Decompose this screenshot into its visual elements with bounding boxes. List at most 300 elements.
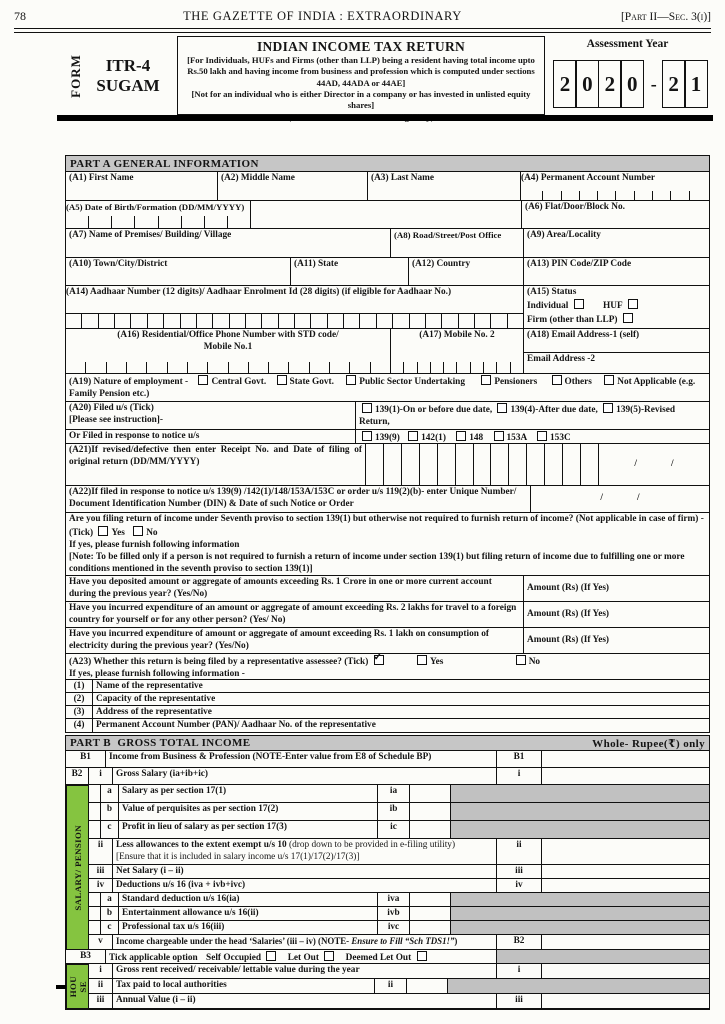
rep-pan-field[interactable] <box>93 719 709 732</box>
comb-cell[interactable] <box>402 444 420 485</box>
a21-receipt-cells[interactable] <box>366 444 599 485</box>
b3iii-code: iii <box>89 994 113 1008</box>
checkbox-139-4[interactable] <box>497 403 507 413</box>
b2v-label-italic: Ensure to Fill “Sch TDS1!” <box>351 936 455 946</box>
amount-label: Amount (Rs) (If Yes) <box>527 608 610 619</box>
comb-cell[interactable] <box>182 216 205 228</box>
a10-town-field[interactable] <box>66 258 291 285</box>
opt-psu: Public Sector Undertaking <box>359 377 465 387</box>
b1-label-cell <box>106 751 497 767</box>
row-question-electricity <box>66 628 709 654</box>
status-huf-label: HUF <box>603 300 623 311</box>
amount-deposit-field[interactable] <box>524 576 709 601</box>
a2-middle-name-field[interactable] <box>218 172 368 200</box>
comb-cell[interactable] <box>426 314 442 328</box>
form-vertical-label: FORM <box>68 53 83 98</box>
comb-cell[interactable] <box>459 314 475 328</box>
b2b-value-field[interactable] <box>410 803 451 820</box>
question-deposit-label: Have you deposited amount or aggregate of amounts exceeding Rs. 1 Crore in one or more current account during the previous year? (Yes/No) <box>69 577 492 599</box>
checkbox-status-firm[interactable] <box>623 313 633 323</box>
comb-cell[interactable] <box>205 216 228 228</box>
part-b-title: PART B GROSS TOTAL INCOME <box>70 737 251 749</box>
comb-cell[interactable] <box>525 191 543 200</box>
ay-digit-box[interactable]: 2 <box>598 60 622 108</box>
b3i-rcode: i <box>497 964 542 978</box>
b3ii-mcode: ii <box>375 979 407 993</box>
row-a23 <box>66 654 709 680</box>
comb-cell[interactable] <box>508 314 523 328</box>
a5-dob-field[interactable] <box>66 201 251 228</box>
opt-139-5: 139(5)-Revised Return, <box>359 405 676 427</box>
comb-cell[interactable] <box>112 216 135 228</box>
opt-central-govt: Central Govt. <box>211 377 267 387</box>
checkbox-psu[interactable] <box>346 375 356 385</box>
checkbox-a23-no[interactable] <box>516 655 526 665</box>
pan-input-cells[interactable] <box>525 191 707 200</box>
a20-label2: [Please see instruction]- <box>69 414 163 425</box>
notice-label: Or Filed in response to notice u/s <box>69 431 200 441</box>
b2iv-label-cell <box>113 879 497 892</box>
b2iva-value-field[interactable] <box>410 893 451 906</box>
rep-name-label: Name of the representative <box>96 681 203 691</box>
comb-cell[interactable] <box>115 314 131 328</box>
checkbox-status-individual[interactable] <box>574 299 584 309</box>
a16-phone-field[interactable] <box>66 329 391 373</box>
comb-cell[interactable] <box>384 444 402 485</box>
row-b2-v <box>66 935 709 950</box>
opt-139-1: 139(1)-On or before due date, <box>375 405 493 415</box>
comb-cell[interactable] <box>330 362 350 373</box>
checkbox-a23-tick-checked[interactable] <box>374 655 384 665</box>
comb-cell[interactable] <box>131 314 147 328</box>
b3i-code: i <box>89 964 113 978</box>
b2c-value-field[interactable] <box>410 821 451 838</box>
b2iv-code: iv <box>89 879 113 892</box>
comb-cell[interactable] <box>471 362 484 373</box>
date-slash: / <box>637 493 640 504</box>
assessment-year-label: Assessment Year <box>586 38 669 50</box>
gazette-title: THE GAZETTE OF INDIA : EXTRAORDINARY <box>183 9 462 23</box>
comb-cell[interactable] <box>475 314 491 328</box>
a17-mobile2-field[interactable] <box>391 329 524 373</box>
comb-cell[interactable] <box>491 444 509 485</box>
comb-cell[interactable] <box>377 314 393 328</box>
checkbox-deemed-let-out[interactable] <box>417 951 427 961</box>
comb-cell[interactable] <box>66 362 86 373</box>
b2ii-label-line2: [Ensure that it is included in salary income u/s 17(1)/17(2)/17(3)] <box>116 851 360 862</box>
b2iii-label-cell <box>113 865 497 878</box>
b3iii-label-cell <box>113 994 497 1008</box>
comb-cell[interactable] <box>598 191 616 200</box>
b1-amount-field[interactable] <box>542 751 709 767</box>
rep-capacity-field[interactable] <box>93 693 709 705</box>
comb-cell[interactable] <box>66 216 89 228</box>
form-eligibility: [For Individuals, HUFs and Firms (other than LLP) being a resident having total income upto Rs.50 lakh and having income from business and profession which is computed under sections 44AD, 44ADA or 44AE] <box>187 55 535 88</box>
opt-139-9: 139(9) <box>375 433 400 443</box>
comb-cell[interactable] <box>328 314 344 328</box>
double-rule <box>14 28 711 33</box>
opt-let-out: Let Out <box>287 953 319 963</box>
a22-date-field[interactable] <box>531 486 709 512</box>
proviso-furnish: If yes, please furnish following information <box>69 539 240 550</box>
b3ii-value-field[interactable] <box>407 979 448 993</box>
a23-question: (A23) Whether this return is being filed by a representative assessee? (Tick) <box>69 657 369 667</box>
spacer <box>89 803 101 820</box>
comb-cell[interactable] <box>197 314 213 328</box>
b2b-code: b <box>101 803 119 820</box>
row-b3-ii <box>66 979 709 994</box>
comb-cell[interactable] <box>491 314 507 328</box>
notice-label-cell <box>66 430 356 443</box>
comb-cell[interactable] <box>229 362 249 373</box>
comb-cell[interactable] <box>246 314 262 328</box>
b2i-label-cell <box>113 768 497 784</box>
b2c-label-cell <box>119 821 378 838</box>
comb-cell[interactable] <box>269 362 289 373</box>
receipt-input-cells[interactable] <box>366 444 598 485</box>
b3iii-label: Annual Value (i – ii) <box>116 995 196 1005</box>
part-a-title: PART A GENERAL INFORMATION <box>70 157 259 170</box>
rep-row-4 <box>66 719 709 732</box>
row-b3 <box>66 950 709 964</box>
amount-label: Amount (Rs) (If Yes) <box>527 634 610 645</box>
comb-cell[interactable] <box>164 314 180 328</box>
question-deposit <box>66 576 524 601</box>
comb-cell[interactable] <box>438 444 456 485</box>
question-electricity-label: Have you incurred expenditure of amount or aggregate of amount exceeding Rs. 1 lakh on consumption of electricity during the previous year? (Yes/No) <box>69 629 490 651</box>
shaded-cell <box>448 979 709 993</box>
b2iva-label-cell <box>119 893 378 906</box>
comb-cell[interactable] <box>127 362 147 373</box>
a22-label: (A22)If filed in response to notice u/s 139(9) /142(1)/148/153A/153C or order u/s 119(2)(b)- enter Unique Number/ Document Identification Number (DIN) & Date of such Notice or Order <box>69 487 517 509</box>
ay-digit-box[interactable]: 2 <box>662 60 686 108</box>
a11-state-field[interactable] <box>291 258 409 285</box>
a7-label: (A7) Name of Premises/ Building/ Village <box>69 230 232 240</box>
proviso-block <box>66 513 709 575</box>
checkbox-139-5[interactable] <box>603 403 613 413</box>
comb-cell[interactable] <box>653 191 671 200</box>
comb-cell[interactable] <box>168 362 188 373</box>
notice-options <box>356 430 709 443</box>
rep-address-label: Address of the representative <box>96 707 212 717</box>
comb-cell[interactable] <box>404 362 417 373</box>
rep-num: (4) <box>66 719 93 732</box>
b2a-mcode: ia <box>378 785 410 802</box>
comb-cell[interactable] <box>690 191 707 200</box>
comb-cell[interactable] <box>228 216 250 228</box>
comb-cell[interactable] <box>366 444 384 485</box>
checkbox-139-9[interactable] <box>362 431 372 441</box>
checkbox-let-out[interactable] <box>324 951 334 961</box>
spacer <box>89 821 101 838</box>
gazette-part-section: [Part II—Sec. 3(i)] <box>620 11 711 23</box>
a18-email2-field[interactable] <box>524 353 709 373</box>
comb-cell[interactable] <box>208 362 228 373</box>
checkbox-central-govt[interactable] <box>198 375 208 385</box>
a3-last-name-field[interactable] <box>368 172 521 200</box>
comb-cell[interactable] <box>497 362 510 373</box>
checkbox-153c[interactable] <box>537 431 547 441</box>
row-a19 <box>66 374 709 402</box>
ay-digit-box[interactable]: 2 <box>553 60 577 108</box>
gazette-header <box>14 9 711 24</box>
row-a22 <box>66 486 709 513</box>
row-b2-iva <box>66 893 709 907</box>
comb-cell[interactable] <box>442 314 458 328</box>
a18-email-field <box>524 329 709 373</box>
row-question-travel <box>66 602 709 628</box>
a20-label1: (A20) Filed u/s (Tick) <box>69 403 154 413</box>
rep-row-1 <box>66 680 709 693</box>
a12-country-field[interactable] <box>409 258 524 285</box>
b1-rcode: B1 <box>497 751 542 767</box>
amount-label: Amount (Rs) (If Yes) <box>527 582 610 593</box>
date-slash: / <box>671 458 674 469</box>
row-b2-ivb <box>66 907 709 921</box>
comb-cell[interactable] <box>82 314 98 328</box>
comb-cell[interactable] <box>545 444 563 485</box>
comb-cell[interactable] <box>295 314 311 328</box>
b3iii-amount-field[interactable] <box>542 994 709 1008</box>
proviso-note: [Note: To be filled only if a person is not required to furnish a return of income under section 139(1) but filing return of income due to fulfilling one or more conditions mentioned in the seventh proviso to section 139(1)] <box>69 551 685 574</box>
a22-label-cell <box>66 486 531 512</box>
row-a20 <box>66 402 709 430</box>
a23-no-label: No <box>528 657 541 667</box>
b2iv-rcode: iv <box>497 879 542 892</box>
checkbox-a23-yes[interactable] <box>417 655 427 665</box>
part-b-table <box>65 735 710 1010</box>
dob-input-cells[interactable] <box>66 216 250 228</box>
a8-label: (A8) Road/Street/Post Office <box>394 230 502 240</box>
b3iii-rcode: iii <box>497 994 542 1008</box>
form-restriction: [Not for an individual who is either Director in a company or has invested in unlisted equity shares] <box>191 88 531 111</box>
b2ivc-label: Professional tax u/s 16(iii) <box>122 922 225 932</box>
b3ii-label-cell <box>113 979 375 993</box>
comb-cell[interactable] <box>213 314 229 328</box>
comb-cell[interactable] <box>89 216 112 228</box>
comb-cell[interactable] <box>511 362 523 373</box>
b3ii-label: Tax paid to local authorities <box>116 980 227 990</box>
rep-address-field[interactable] <box>93 706 709 718</box>
b2ii-label-normal: (drop down to be provided in e-filing utility) <box>289 840 456 850</box>
comb-cell[interactable] <box>484 362 497 373</box>
row-b3-i <box>66 964 709 979</box>
a9-area-field[interactable] <box>524 229 709 257</box>
b2v-amount-field[interactable] <box>542 935 709 949</box>
comb-cell[interactable] <box>230 314 246 328</box>
checkbox-153a[interactable] <box>494 431 504 441</box>
a4-label: (A4) Permanent Account Number <box>521 173 656 183</box>
comb-cell[interactable] <box>148 314 164 328</box>
a14-aadhaar-field[interactable] <box>66 286 524 328</box>
phone1-input-cells[interactable] <box>66 362 390 373</box>
a11-label: (A11) State <box>294 259 339 269</box>
part-a-header <box>66 156 709 172</box>
proviso-no-label: No <box>146 527 158 538</box>
comb-cell[interactable] <box>344 314 360 328</box>
comb-cell[interactable] <box>188 362 208 373</box>
comb-cell[interactable] <box>391 362 404 373</box>
comb-cell[interactable] <box>563 444 581 485</box>
a8-road-field[interactable] <box>391 229 524 257</box>
checkbox-self-occupied[interactable] <box>266 951 276 961</box>
comb-cell[interactable] <box>474 444 492 485</box>
checkbox-148[interactable] <box>456 431 466 441</box>
b2iv-label: Deductions u/s 16 (iva + ivb+ivc) <box>116 880 246 890</box>
b2a-label: Salary as per section 17(1) <box>122 786 227 796</box>
b2iii-code: iii <box>89 865 113 878</box>
shaded-cell <box>451 785 709 802</box>
comb-cell[interactable] <box>456 444 474 485</box>
a5-label: (A5) Date of Birth/Formation (DD/MM/YYYY) <box>66 202 245 212</box>
b2ivb-value-field[interactable] <box>410 907 451 920</box>
row-b2-i <box>66 768 709 785</box>
a9-label: (A9) Area/Locality <box>527 230 601 240</box>
comb-cell[interactable] <box>350 362 370 373</box>
amount-electricity-field[interactable] <box>524 628 709 653</box>
checkbox-proviso-yes[interactable] <box>98 526 108 536</box>
ay-digit-box[interactable]: 0 <box>620 60 644 108</box>
b2a-value-field[interactable] <box>410 785 451 802</box>
a6-flat-field[interactable] <box>522 201 709 228</box>
form-code-line1: ITR-4 <box>105 55 151 75</box>
b2b-label: Value of perquisites as per section 17(2) <box>122 804 279 814</box>
checkbox-state-govt[interactable] <box>277 375 287 385</box>
comb-cell[interactable] <box>86 362 106 373</box>
row-b2-c <box>66 821 709 839</box>
a13-pin-field[interactable] <box>524 258 709 285</box>
a3-label: (A3) Last Name <box>371 173 434 183</box>
b2iii-amount-field[interactable] <box>542 865 709 878</box>
a6-label: (A6) Flat/Door/Block No. <box>525 202 625 212</box>
a16-label-line1: (A16) Residential/Office Phone Number with STD code/ <box>117 330 339 340</box>
a21-date-field[interactable] <box>599 444 709 485</box>
comb-cell[interactable] <box>360 314 376 328</box>
row-notice <box>66 430 709 444</box>
opt-self-occupied: Self Occupied <box>206 953 262 963</box>
comb-cell[interactable] <box>527 444 545 485</box>
proviso-yes-label: Yes <box>111 527 125 538</box>
status-firm-label: Firm (other than LLP) <box>527 314 618 325</box>
comb-cell[interactable] <box>393 314 409 328</box>
comb-cell[interactable] <box>509 444 527 485</box>
b3i-amount-field[interactable] <box>542 964 709 978</box>
b2ivc-value-field[interactable] <box>410 921 451 934</box>
phone2-input-cells[interactable] <box>391 362 523 373</box>
comb-cell[interactable] <box>410 314 426 328</box>
b2ivc-code: c <box>101 921 119 934</box>
b2iv-amount-field[interactable] <box>542 879 709 892</box>
question-electricity <box>66 628 524 653</box>
checkbox-status-huf[interactable] <box>628 299 638 309</box>
comb-cell[interactable] <box>543 191 561 200</box>
question-travel <box>66 602 524 627</box>
b2ivb-code: b <box>101 907 119 920</box>
comb-cell[interactable] <box>418 362 431 373</box>
comb-cell[interactable] <box>444 362 457 373</box>
b3ii-code: ii <box>89 979 113 993</box>
b2iva-code: a <box>101 893 119 906</box>
checkbox-142-1[interactable] <box>408 431 418 441</box>
checkbox-not-applicable[interactable] <box>604 375 614 385</box>
shaded-cell <box>451 803 709 820</box>
b2v-rcode: B2 <box>497 935 542 949</box>
a4-pan-field[interactable] <box>521 172 709 200</box>
comb-cell[interactable] <box>159 216 182 228</box>
comb-cell[interactable] <box>181 314 197 328</box>
opt-deemed-let-out: Deemed Let Out <box>345 953 412 963</box>
b2iva-mcode: iva <box>378 893 410 906</box>
checkbox-pensioners[interactable] <box>481 375 491 385</box>
comb-cell[interactable] <box>671 191 689 200</box>
ay-digit-box[interactable]: 1 <box>684 60 708 108</box>
spacer <box>89 893 101 906</box>
comb-cell[interactable] <box>562 191 580 200</box>
comb-cell[interactable] <box>249 362 269 373</box>
b2a-label-cell <box>119 785 378 802</box>
a5-empty-area[interactable] <box>251 201 522 228</box>
a17-label: (A17) Mobile No. 2 <box>419 330 495 340</box>
row-question-deposit <box>66 576 709 602</box>
comb-cell[interactable] <box>66 314 82 328</box>
ay-digit-box[interactable]: 0 <box>575 60 599 108</box>
rep-name-field[interactable] <box>93 680 709 692</box>
checkbox-139-1[interactable] <box>362 403 372 413</box>
comb-cell[interactable] <box>420 444 438 485</box>
b2v-label-cell <box>113 935 497 949</box>
amount-travel-field[interactable] <box>524 602 709 627</box>
comb-cell[interactable] <box>99 314 115 328</box>
page-number: 78 <box>14 9 26 23</box>
a19-employment-field <box>66 374 709 401</box>
comb-cell[interactable] <box>457 362 470 373</box>
comb-cell[interactable] <box>371 362 390 373</box>
form-code-line2: SUGAM <box>96 75 160 95</box>
b2i-amount-field[interactable] <box>542 768 709 784</box>
comb-cell[interactable] <box>581 444 598 485</box>
checkbox-proviso-no[interactable] <box>133 526 143 536</box>
comb-cell[interactable] <box>311 314 327 328</box>
comb-cell[interactable] <box>107 362 127 373</box>
comb-cell[interactable] <box>147 362 167 373</box>
checkbox-others[interactable] <box>552 375 562 385</box>
row-b2-a <box>66 785 709 803</box>
b2ivb-label-cell <box>119 907 378 920</box>
comb-cell[interactable] <box>310 362 330 373</box>
part-a-table <box>65 155 710 733</box>
b2ii-amount-field[interactable] <box>542 839 709 864</box>
comb-cell[interactable] <box>279 314 295 328</box>
rep-num: (2) <box>66 693 93 705</box>
aadhaar-input-cells[interactable] <box>66 313 523 328</box>
comb-cell[interactable] <box>635 191 653 200</box>
comb-cell[interactable] <box>135 216 158 228</box>
comb-cell[interactable] <box>616 191 634 200</box>
comb-cell[interactable] <box>289 362 309 373</box>
a18-email1-field[interactable] <box>524 329 709 353</box>
date-slash: / <box>634 458 637 469</box>
a1-first-name-field[interactable] <box>66 172 218 200</box>
comb-cell[interactable] <box>431 362 444 373</box>
row-b2-b <box>66 803 709 821</box>
comb-cell[interactable] <box>262 314 278 328</box>
a23-furnish: If yes, please furnish following information - <box>69 668 245 679</box>
row-a10-a13 <box>66 258 709 286</box>
b2iii-label: Net Salary (i – ii) <box>116 866 184 876</box>
b2v-label-close: ) <box>454 936 458 946</box>
a7-premises-field[interactable] <box>66 229 391 257</box>
comb-cell[interactable] <box>580 191 598 200</box>
